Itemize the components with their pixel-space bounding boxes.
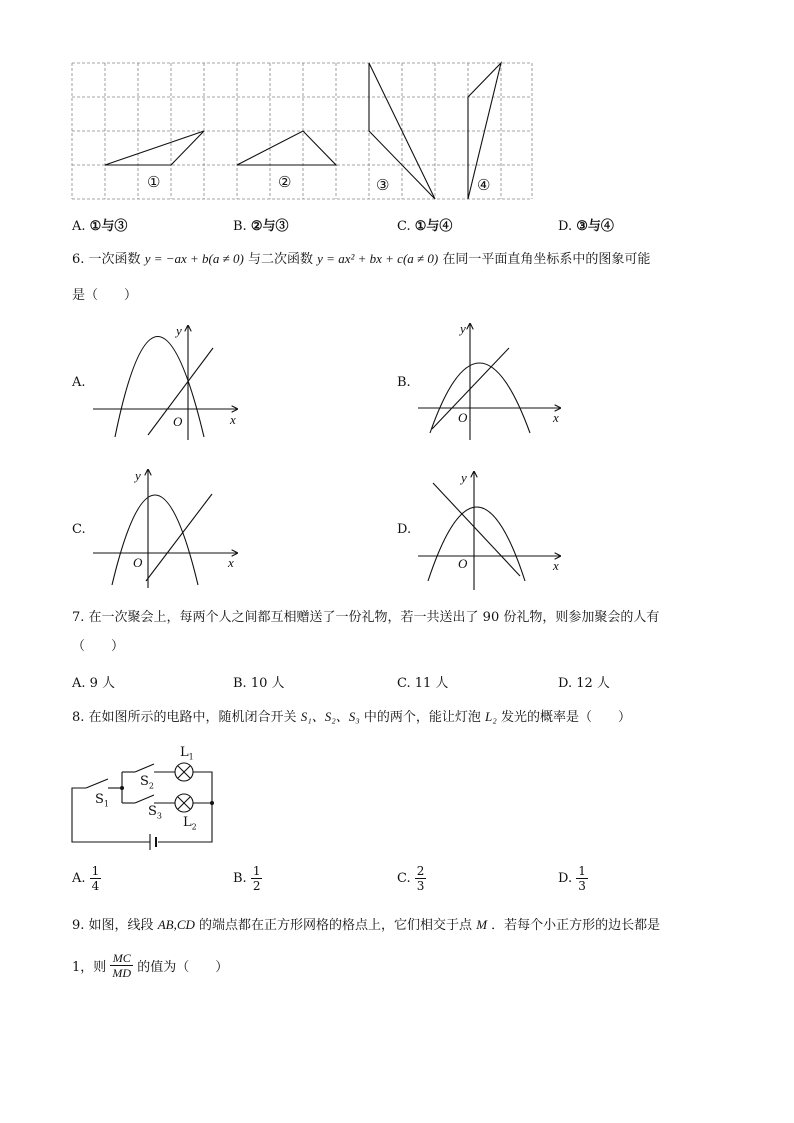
axis-x-label: x [230, 412, 236, 427]
fraction: $\frac{1}{3}$ [578, 864, 586, 893]
switch-2-label: $S_2$ [140, 774, 154, 791]
bulb-1-label: $L_1$ [180, 745, 194, 762]
option-letter: A. [72, 219, 86, 234]
option-text: ①与③ [89, 219, 128, 234]
q7-stem-line2: （ ） [72, 639, 125, 654]
option-letter: C. [397, 219, 411, 234]
axis-y-label: y [461, 470, 467, 485]
quadratic-formula: y = ax² + bx + c(a ≠ 0) [317, 251, 439, 266]
origin-label: O [458, 556, 468, 571]
axis-y-label: y [135, 468, 141, 483]
q8-option-c[interactable]: C. $\frac{2}{3}$ [397, 864, 425, 893]
bulb-2-label: $L_2$ [183, 815, 197, 832]
q7-option-c[interactable]: C. 11 人 [397, 676, 449, 691]
origin-label: O [458, 410, 468, 425]
q7-option-a[interactable]: A. 9 人 [72, 676, 116, 691]
figure-label-3: ③ [376, 176, 390, 194]
option-text: ③与④ [576, 219, 614, 234]
switch-names: S₁、S₂、S₃ [300, 709, 360, 724]
option-text: ②与③ [250, 219, 289, 234]
axis-y-label: y [460, 321, 466, 336]
figure-label-4: ④ [477, 176, 491, 194]
q6-stem-line2: 是（ ） [72, 288, 138, 303]
fraction: $\frac{1}{4}$ [91, 864, 100, 893]
axis-y-label: y [176, 323, 182, 338]
ratio-fraction: $\frac{MC}{MD}$ [112, 951, 132, 980]
figure-label-1: ① [147, 173, 161, 191]
fraction: $\frac{2}{3}$ [416, 864, 425, 893]
q8-option-d[interactable]: D. $\frac{1}{3}$ [558, 864, 586, 893]
axis-x-label: x [228, 555, 234, 570]
switch-3-label: $S_3$ [148, 804, 162, 821]
bulb-name: L₂ [485, 709, 497, 724]
q6-option-b[interactable]: B. [397, 375, 411, 390]
q8-option-b[interactable]: B. $\frac{1}{2}$ [233, 864, 261, 893]
linear-formula: y = −ax + b(a ≠ 0) [144, 251, 244, 266]
segment-names: AB,CD [157, 917, 195, 932]
option-text: ①与④ [414, 219, 453, 234]
q6-option-d[interactable]: D. [397, 522, 412, 537]
axis-x-label: x [553, 410, 559, 425]
axis-x-label: x [553, 558, 559, 573]
point-name: M [476, 917, 488, 932]
switch-1-label: $S_1$ [95, 792, 109, 809]
q6-option-c[interactable]: C. [72, 522, 86, 537]
origin-label: O [173, 414, 183, 429]
q8-option-a[interactable]: A. $\frac{1}{4}$ [72, 864, 100, 893]
option-letter: D. [558, 219, 573, 234]
q8-stem: 8. 在如图所示的电路中，随机闭合开关 S₁、S₂、S₃ 中的两个，能让灯泡 L₂ 发光的概率是（ ） [72, 709, 631, 725]
q7-option-b[interactable]: B. 10 人 [233, 676, 285, 691]
q7-stem: 7. 在一次聚会上，每两个人之间都互相赠送了一份礼物，若一共送出了 90 份礼物，则参加聚会的人有 [72, 610, 660, 625]
q7-option-d[interactable]: D. 12 人 [558, 676, 610, 691]
option-letter: B. [233, 219, 247, 234]
figure-label-2: ② [278, 173, 292, 191]
fraction: $\frac{1}{2}$ [252, 864, 261, 893]
q6-stem: 6. 一次函数 y = −ax + b(a ≠ 0) 与二次函数 y = ax² + bx + c(a ≠ 0) 在同一平面直角坐标系中的图象可能 [72, 251, 651, 267]
q6-option-a[interactable]: A. [72, 375, 86, 390]
question-number: 6. [72, 252, 85, 267]
origin-label: O [133, 555, 143, 570]
q9-stem: 9. 如图，线段 AB,CD 的端点都在正方形网格的格点上，它们相交于点 M ．若每个小正方形的边长都是 [72, 917, 661, 933]
q9-stem-line2: 1，则 $\frac{MC}{MD}$ 的值为（ ） [72, 951, 229, 980]
